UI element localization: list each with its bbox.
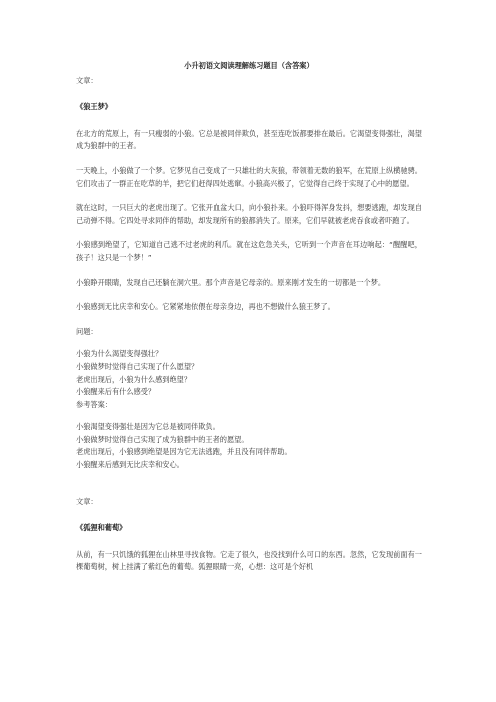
- document-page: [76, 60, 422, 574]
- story-paragraph: 从前，有一只饥饿的狐狸在山林里寻找食物。它走了很久，也没找到什么可口的东西。忽然，它发现前面有一棵葡萄树，树上挂满了紫红色的葡萄。狐狸眼睛一亮，心想：这可是个好机: [76, 549, 422, 572]
- story-title: 《狼王梦》: [76, 102, 112, 112]
- answer-item: 小狼做梦时觉得自己实现了成为狼群中的王者的愿望。: [76, 434, 249, 444]
- spacer: [76, 472, 422, 486]
- answer-item: 老虎出现后，小狼感到绝望是因为它无法逃跑，并且没有同伴帮助。: [76, 447, 292, 457]
- question-item: 老虎出现后，小狼为什么感到绝望？: [76, 374, 192, 384]
- story-paragraph: 一天晚上，小狼做了一个梦。它梦见自己变成了一只雄壮的大灰狼，带领着无数的狼军，在荒原上纵横驰骋。它们攻击了一群正在吃草的羊，把它们赶得四处逃窜。小狼高兴极了，它觉得自己终于实现了心中的愿望。: [76, 165, 422, 188]
- question-item: 小狼做梦时觉得自己实现了什么愿望？: [76, 361, 199, 371]
- story-paragraph: 小狼睁开眼睛，发现自己还躺在洞穴里。那个声音是它母亲的。原来刚才发生的一切都是一个梦。: [76, 277, 386, 287]
- document-title: 小升初语文阅读理解练习题目（含答案）: [184, 61, 314, 70]
- spacer: [76, 411, 422, 421]
- article-label: 文章：: [76, 496, 98, 506]
- story-paragraph: 小狼感到绝望了，它知道自己逃不过老虎的利爪。就在这危急关头，它听到一个声音在耳边响起：“醒醒吧，孩子！这只是一个梦！”: [76, 240, 422, 262]
- article-label: 文章：: [76, 75, 98, 85]
- spacer: [76, 153, 422, 165]
- spacer: [76, 227, 422, 239]
- story-paragraph: 就在这时，一只巨大的老虎出现了。它张开血盆大口，向小狼扑来。小狼吓得浑身发抖，想要逃跑，却发现自己动弹不得。它四处寻求同伴的帮助，却发现所有的狼都消失了。原来，它们早就被老虎吞食或者吓跑了。: [76, 203, 422, 225]
- story-paragraph: 小狼感到无比庆幸和安心。它紧紧地依偎在母亲身边，再也不想做什么狼王梦了。: [76, 302, 335, 312]
- spacer: [76, 314, 422, 326]
- spacer: [76, 265, 422, 277]
- spacer: [76, 190, 422, 202]
- answer-item: 小狼醒来后感到无比庆幸和安心。: [76, 460, 184, 470]
- spacer: [76, 87, 422, 101]
- spacer: [76, 338, 422, 348]
- spacer: [76, 114, 422, 128]
- spacer: [76, 486, 422, 496]
- spacer: [76, 508, 422, 522]
- story-paragraph: 在北方的荒原上，有一只瘦弱的小狼。它总是被同伴欺负，甚至连吃饭都要排在最后。它渴望变得强壮，渴望成为狼群中的王者。: [76, 128, 422, 151]
- questions-label: 问题：: [76, 326, 98, 336]
- answer-item: 小狼渴望变得强壮是因为它总是被同伴欺负。: [76, 422, 220, 432]
- answers-label: 参考答案：: [76, 399, 112, 409]
- spacer: [76, 289, 422, 301]
- question-item: 小狼为什么渴望变得强壮？: [76, 349, 163, 359]
- story-title: 《狐狸和葡萄》: [76, 523, 127, 533]
- question-item: 小狼醒来后有什么感受？: [76, 387, 156, 397]
- spacer: [76, 535, 422, 549]
